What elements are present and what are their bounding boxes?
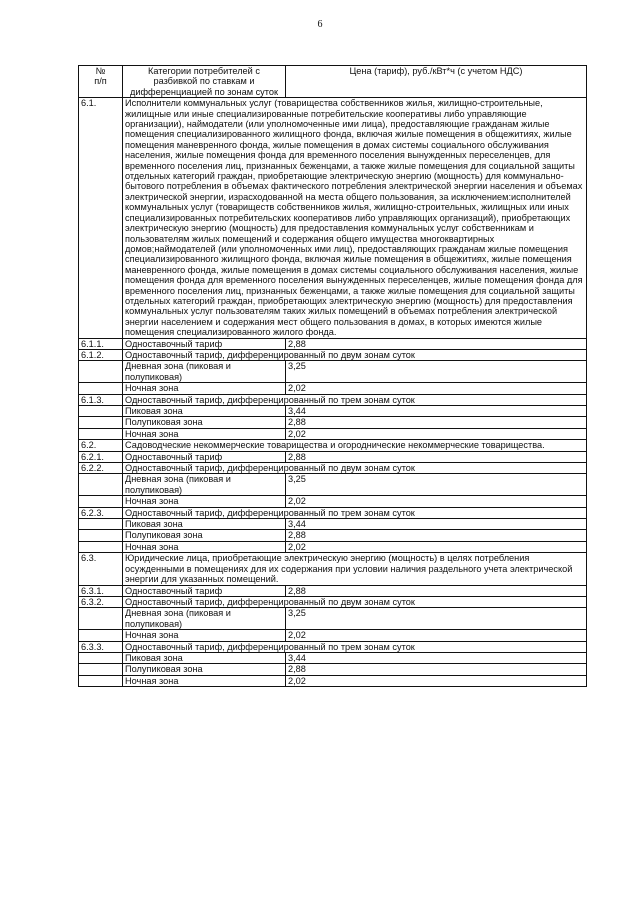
header-price: Цена (тариф), руб./кВт*ч (с учетом НДС) (286, 66, 587, 98)
section-row (79, 440, 587, 451)
rate-label: Ночная зона (123, 428, 286, 439)
rate-label: Полупиковая зона (123, 417, 286, 428)
rate-label: Одноставочный тариф (123, 338, 286, 349)
tariff-rate-row (79, 664, 587, 675)
subsection-row (79, 507, 587, 518)
subsection-title: Одноставочный тариф, дифференцированный по двум зонам суток (123, 463, 587, 474)
row-number: 6.2.3. (79, 507, 123, 518)
subsection-row (79, 394, 587, 405)
tariff-rate-row (79, 406, 587, 417)
header-category: Категории потребителей с разбивкой по ставкам и дифференциацией по зонам суток (123, 66, 286, 98)
row-number: 6.3.2. (79, 596, 123, 607)
row-number (79, 474, 123, 496)
subsection-title: Одноставочный тариф, дифференцированный по трем зонам суток (123, 507, 587, 518)
rate-price: 2,02 (286, 383, 587, 394)
table-body (79, 98, 587, 687)
section-description: Садоводческие некоммерческие товарищества и огороднические некоммерческие товарищества. (123, 440, 587, 451)
row-number (79, 675, 123, 686)
tariff-rate-row (79, 474, 587, 496)
tariff-rate-row (79, 541, 587, 552)
rate-price: 2,88 (286, 451, 587, 462)
row-number: 6.1.2. (79, 349, 123, 360)
tariff-rate-row (79, 428, 587, 439)
rate-price: 3,25 (286, 474, 587, 496)
tariff-rate-row (79, 675, 587, 686)
rate-price: 2,88 (286, 530, 587, 541)
row-number: 6.3. (79, 553, 123, 585)
rate-price: 3,25 (286, 361, 587, 383)
rate-label: Дневная зона (пиковая и полупиковая) (123, 474, 286, 496)
row-number (79, 383, 123, 394)
rate-label: Полупиковая зона (123, 530, 286, 541)
section-row (79, 98, 587, 338)
row-number (79, 630, 123, 641)
row-number (79, 652, 123, 663)
tariff-rate-row (79, 417, 587, 428)
section-row (79, 553, 587, 585)
tariff-rate-row (79, 585, 587, 596)
row-number (79, 608, 123, 630)
page-number: 6 (317, 19, 323, 30)
header-number: № п/п (79, 66, 123, 98)
rate-price: 2,02 (286, 541, 587, 552)
rate-label: Дневная зона (пиковая и полупиковая) (123, 608, 286, 630)
rate-price: 3,25 (286, 608, 587, 630)
row-number: 6.2.1. (79, 451, 123, 462)
tariff-rate-row (79, 652, 587, 663)
tariff-table (78, 65, 587, 687)
rate-label: Дневная зона (пиковая и полупиковая) (123, 361, 286, 383)
tariff-rate-row (79, 338, 587, 349)
row-number (79, 361, 123, 383)
tariff-rate-row (79, 361, 587, 383)
subsection-title: Одноставочный тариф, дифференцированный по двум зонам суток (123, 596, 587, 607)
row-number (79, 428, 123, 439)
rate-price: 3,44 (286, 406, 587, 417)
rate-label: Ночная зона (123, 383, 286, 394)
tariff-rate-row (79, 530, 587, 541)
row-number: 6.3.1. (79, 585, 123, 596)
subsection-title: Одноставочный тариф, дифференцированный по трем зонам суток (123, 641, 587, 652)
rate-price: 2,02 (286, 428, 587, 439)
rate-price: 2,88 (286, 417, 587, 428)
row-number (79, 664, 123, 675)
rate-label: Пиковая зона (123, 652, 286, 663)
rate-label: Ночная зона (123, 496, 286, 507)
section-description: Исполнители коммунальных услуг (товарищества собственников жилья, жилищно-строительные, жилищные или иные специализированные потребительские кооперативы либо управляющие организации), наймодатели (или уполномоченные ими лица), предоставляющие гражданам жилые помещения специализированного жилищного фонда, включая жилые помещения в общежитиях, жилые помещения маневренного фонда, жилые помещения в домах системы социального обслуживания населения, жилые помещения фонда для временного поселения вынужденных переселенцев, для временного поселения лиц, признанных беженцами, а также жилые помещения для социальной защиты отдельных категорий граждан, приобретающие электрическую энергию (мощность) для коммунально-бытового потребления в объемах фактического потребления электрической энергии населения и объемах электрической энергии, израсходованной на места общего пользования, за исключением:исполнителей коммунальных услуг (товариществ собственников жилья, жилищно-строительных, жилищных или иных специализированных потребительских кооперативов либо управляющих организаций), приобретающих электрическую энергию (мощность) для предоставления коммунальных услуг собственникам и пользователям жилых помещений и содержания общего имущества многоквартирных домов;наймодателей (или уполномоченных ими лиц), предоставляющих гражданам жилые помещения специализированного жилищного фонда, включая жилые помещения в общежитиях, жилые помещения маневренного фонда, жилые помещения в домах системы социального обслуживания населения, жилые помещения фонда для временного поселения вынужденных переселенцев, жилые помещения фонда для временного поселения лиц, признанных беженцами, а также жилые помещения для социальной защиты отдельных категорий граждан, приобретающих электрическую энергию (мощность) для предоставления коммунальных услуг пользователям таких жилых помещений в объемах потребления электрической энергии населением и содержания мест общего пользования в домах, в которых имеются жилые помещения специализированного жилого фонда. (123, 98, 587, 338)
row-number (79, 519, 123, 530)
subsection-row (79, 349, 587, 360)
row-number: 6.2. (79, 440, 123, 451)
row-number (79, 417, 123, 428)
row-number: 6.1.1. (79, 338, 123, 349)
rate-price: 2,02 (286, 630, 587, 641)
tariff-rate-row (79, 519, 587, 530)
rate-price: 3,44 (286, 652, 587, 663)
subsection-row (79, 463, 587, 474)
row-number (79, 406, 123, 417)
tariff-rate-row (79, 608, 587, 630)
rate-price: 3,44 (286, 519, 587, 530)
rate-price: 2,02 (286, 675, 587, 686)
row-number (79, 496, 123, 507)
rate-label: Одноставочный тариф (123, 451, 286, 462)
row-number: 6.2.2. (79, 463, 123, 474)
rate-price: 2,88 (286, 585, 587, 596)
rate-label: Ночная зона (123, 541, 286, 552)
tariff-rate-row (79, 630, 587, 641)
row-number: 6.1.3. (79, 394, 123, 405)
rate-price: 2,02 (286, 496, 587, 507)
section-description: Юридические лица, приобретающие электрическую энергию (мощность) в целях потребления осужденными в помещениях для их содержания при условии наличия раздельного учета электрической энергии для указанных помещений. (123, 553, 587, 585)
subsection-row (79, 596, 587, 607)
rate-label: Ночная зона (123, 675, 286, 686)
tariff-rate-row (79, 451, 587, 462)
tariff-rate-row (79, 496, 587, 507)
table-header-row (79, 66, 587, 98)
rate-price: 2,88 (286, 664, 587, 675)
subsection-title: Одноставочный тариф, дифференцированный по двум зонам суток (123, 349, 587, 360)
tariff-rate-row (79, 383, 587, 394)
row-number (79, 530, 123, 541)
row-number (79, 541, 123, 552)
rate-label: Полупиковая зона (123, 664, 286, 675)
rate-label: Пиковая зона (123, 406, 286, 417)
subsection-row (79, 641, 587, 652)
row-number: 6.1. (79, 98, 123, 338)
rate-label: Пиковая зона (123, 519, 286, 530)
row-number: 6.3.3. (79, 641, 123, 652)
subsection-title: Одноставочный тариф, дифференцированный по трем зонам суток (123, 394, 587, 405)
rate-label: Ночная зона (123, 630, 286, 641)
rate-label: Одноставочный тариф (123, 585, 286, 596)
rate-price: 2,88 (286, 338, 587, 349)
